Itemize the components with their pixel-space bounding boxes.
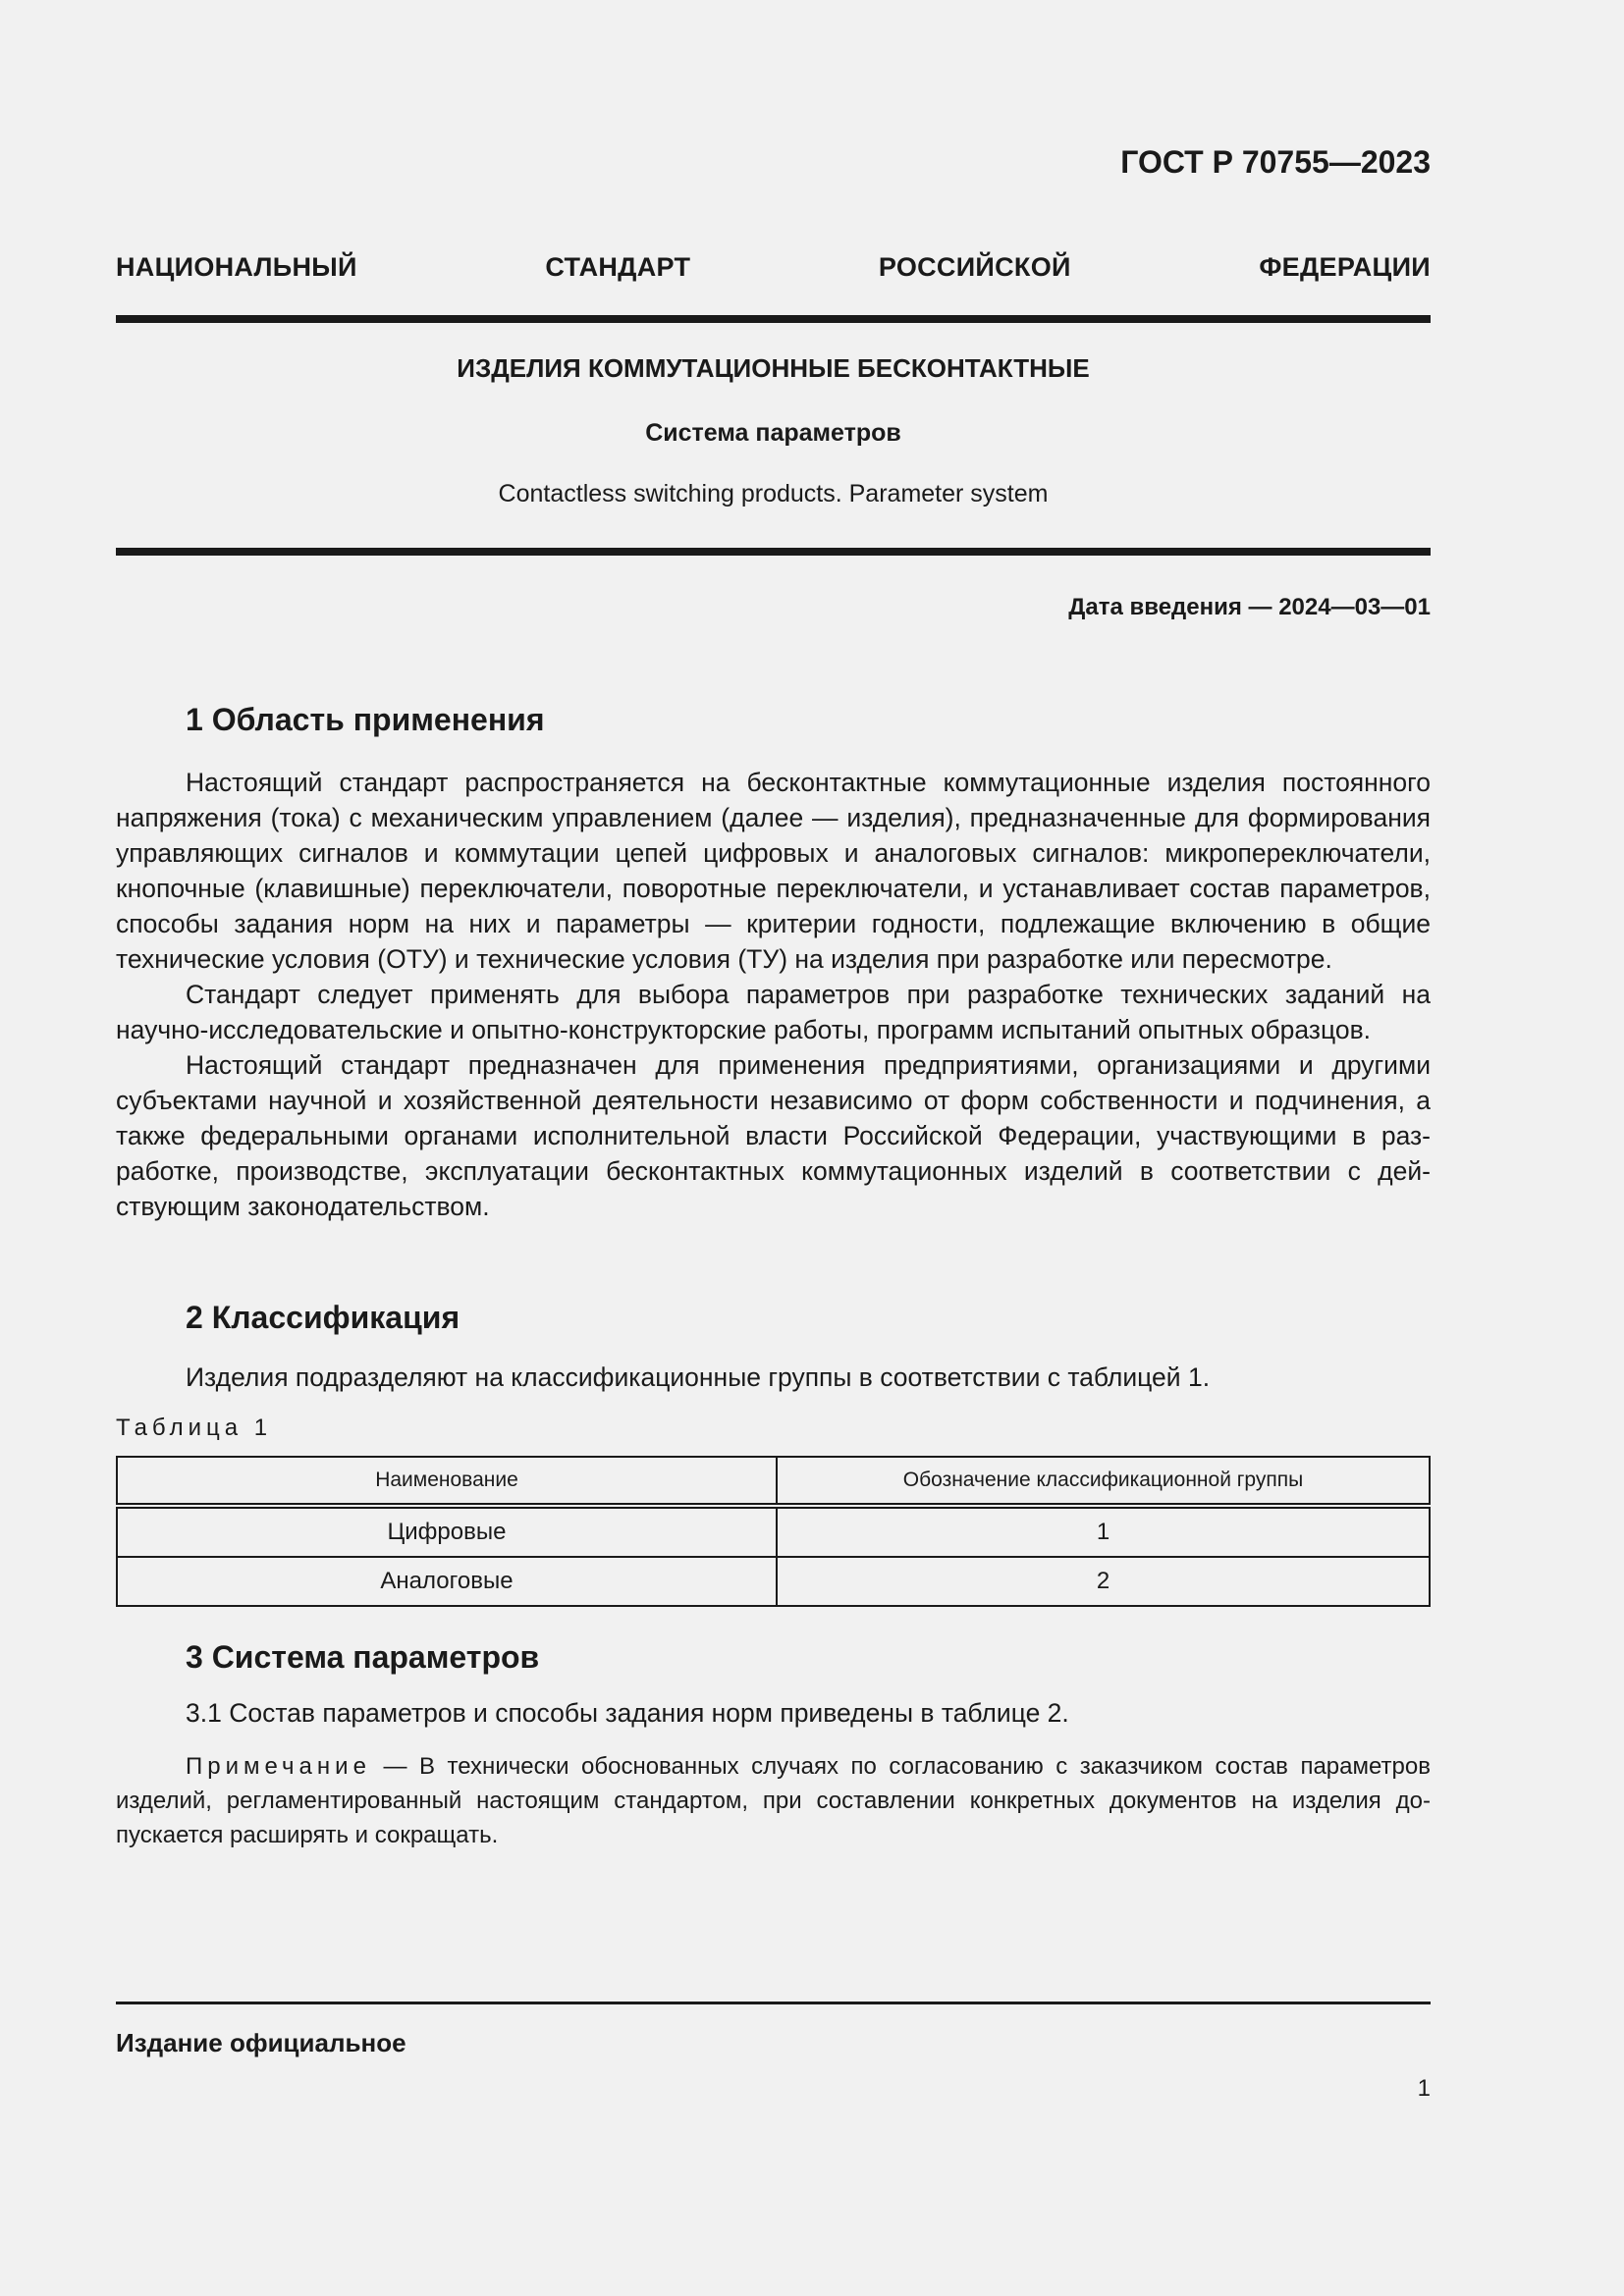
document-code: ГОСТ Р 70755—2023 xyxy=(1120,144,1431,180)
table-cell: Аналоговые xyxy=(117,1557,777,1606)
table-row xyxy=(117,1557,1430,1606)
official-edition-label: Издание официальное xyxy=(116,2028,406,2057)
title-bottom-rule xyxy=(116,548,1431,556)
section-2-body xyxy=(116,1360,1431,1395)
table-header-cell: Наименование xyxy=(117,1457,777,1506)
note-block xyxy=(116,1749,1431,1852)
note-paragraph xyxy=(116,1749,1431,1852)
table-header-row xyxy=(117,1457,1430,1506)
document-subtitle: Система параметров xyxy=(645,419,901,447)
table-cell: Цифровые xyxy=(117,1506,777,1557)
paragraph-3-1: 3.1 Состав параметров и способы задания норм приведены в таблице 2. xyxy=(186,1698,1069,1728)
paragraph: Изделия подразделяют на классификационные группы в соответствии с таблицей 1. xyxy=(186,1362,1211,1392)
footer-rule xyxy=(116,2002,1431,2004)
table-header-cell: Обозначение классификационной группы xyxy=(777,1457,1430,1506)
section-2-heading: 2 Классификация xyxy=(186,1300,460,1335)
english-title: Contactless switching products. Parameter system xyxy=(498,480,1049,507)
section-1-body xyxy=(116,765,1431,1224)
paragraph: Стандарт следует применять для выбора параметров при разработке технических заданий на научно-исследовательские и опытно-конструкторские работы, программ испытаний опытных образцов. xyxy=(116,980,1431,1044)
paragraph: Настоящий стандарт распространяется на бесконтактные коммутационные изделия постоянного напряжения (тока) с механическим управлением (далее — изделия), предназначенные для формирования управляющих сигналов и коммутации цепей цифровых и аналоговых сигналов: микропереключатели, кнопочные (клавишные) переключатели, поворотные переключатели, и устанавливает состав параметров, способы задания норм на них и параметры — критерии годности, подлежащие включению в общие технические условия (ОТУ) и технические условия (ТУ) на изделия при разработке или пересмотре. xyxy=(116,768,1431,974)
national-standard-banner: НАЦИОНАЛЬНЫЙ СТАНДАРТ РОССИЙСКОЙ ФЕДЕРАЦИИ xyxy=(116,252,1431,282)
note-label: Примечание xyxy=(186,1753,371,1780)
table-cell: 2 xyxy=(777,1557,1430,1606)
introduction-date: Дата введения — 2024—03—01 xyxy=(1068,594,1431,620)
table-caption: Таблица 1 xyxy=(116,1415,273,1441)
section-3-heading: 3 Система параметров xyxy=(186,1639,540,1675)
document-title: ИЗДЕЛИЯ КОММУТАЦИОННЫЕ БЕСКОНТАКТНЫЕ xyxy=(457,353,1090,383)
table-row xyxy=(117,1506,1430,1557)
top-rule xyxy=(116,315,1431,323)
note-text: — В технически обоснованных случаях по согласованию с заказчиком состав параметров изделий, регламентированный настоящим стандартом, при составлении конкретных документов на изделия допускается расширять и сокращать. xyxy=(116,1753,1431,1848)
page-number: 1 xyxy=(1417,2075,1431,2102)
section-1-heading: 1 Область применения xyxy=(186,702,545,737)
table-cell: 1 xyxy=(777,1506,1430,1557)
classification-table xyxy=(116,1456,1431,1607)
paragraph: Настоящий стандарт предназначен для применения предприятиями, организациями и другими субъектами научной и хозяйственной деятельности независимо от форм собственности и подчинения, а также федеральными органами исполнительной власти Российской Федерации, участвующими в разработке, производстве, эксплуатации бесконтактных коммутационных изделий в соответствии с действующим законодательством. xyxy=(116,1050,1431,1221)
